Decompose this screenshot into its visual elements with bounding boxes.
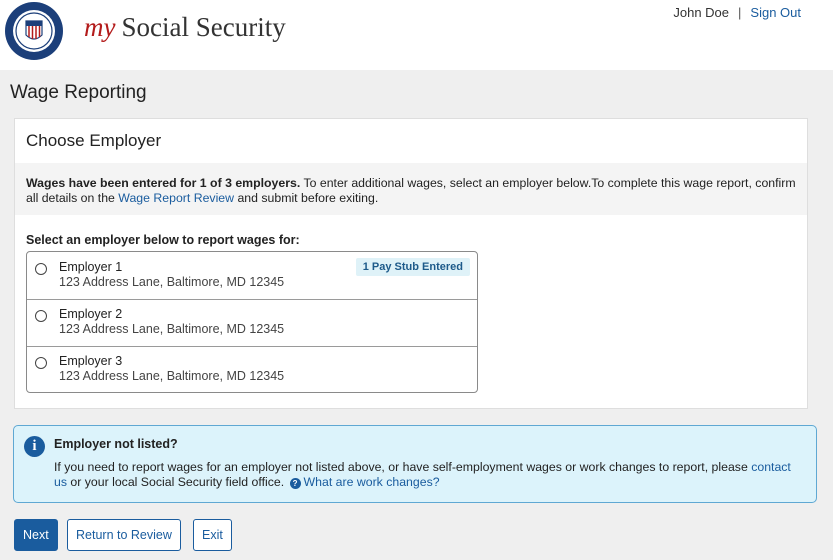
select-employer-label: Select an employer below to report wages for: [26,233,300,247]
user-name: John Doe [673,5,730,20]
user-area [673,5,801,20]
employer-3-address: 123 Address Lane, Baltimore, MD 12345 [59,369,285,383]
question-circle-icon: ? [290,478,301,489]
ssa-seal-icon[interactable] [4,1,64,61]
info-text [54,460,804,490]
return-to-review-button[interactable]: Return to Review [67,519,181,551]
employer-3-radio[interactable] [35,357,47,369]
sign-out-link[interactable]: Sign Out [750,5,801,20]
user-separator: | [738,5,742,20]
employer-2-address: 123 Address Lane, Baltimore, MD 12345 [59,322,285,336]
info-title: Employer not listed? [54,437,178,451]
exit-button[interactable]: Exit [193,519,232,551]
contact-us-link[interactable]: contact us [54,460,791,489]
card-title: Choose Employer [26,131,162,150]
pay-stub-badge: 1 Pay Stub Entered [356,258,470,276]
choose-employer-card [14,118,808,409]
employer-not-listed-alert [13,425,817,503]
brand-title [84,12,286,43]
employer-option-2[interactable] [27,299,477,347]
employer-1-address: 123 Address Lane, Baltimore, MD 12345 [59,275,285,289]
brand-name: Social Security [121,12,286,42]
brand-my: my [84,12,116,42]
site-header [0,0,833,70]
employer-3-name: Employer 3 [59,354,123,368]
notice-bold: Wages have been entered for 1 of 3 employers. [26,176,301,190]
employer-list [26,251,478,393]
employer-1-radio[interactable] [35,263,47,275]
employer-option-1[interactable] [27,252,477,300]
employer-2-name: Employer 2 [59,307,123,321]
wage-report-review-link[interactable]: Wage Report Review [118,191,235,205]
info-icon: i [24,436,45,457]
next-button[interactable]: Next [14,519,58,551]
info-text-2: or your local Social Security field office. [67,475,285,489]
info-text-1: If you need to report wages for an employer not listed above, or have self-employment wages or work changes to report, please [54,460,752,474]
notice-text-1: To enter additional wages, select an employer below.To complete this wage report, confirm all details on the [26,176,796,205]
employer-2-radio[interactable] [35,310,47,322]
page-title: Wage Reporting [10,82,147,103]
employer-1-name: Employer 1 [59,260,123,274]
wages-notice [15,163,807,215]
work-changes-link[interactable]: What are work changes? [303,475,440,489]
notice-text-2: and submit before exiting. [234,191,379,205]
employer-option-3[interactable] [27,346,477,394]
